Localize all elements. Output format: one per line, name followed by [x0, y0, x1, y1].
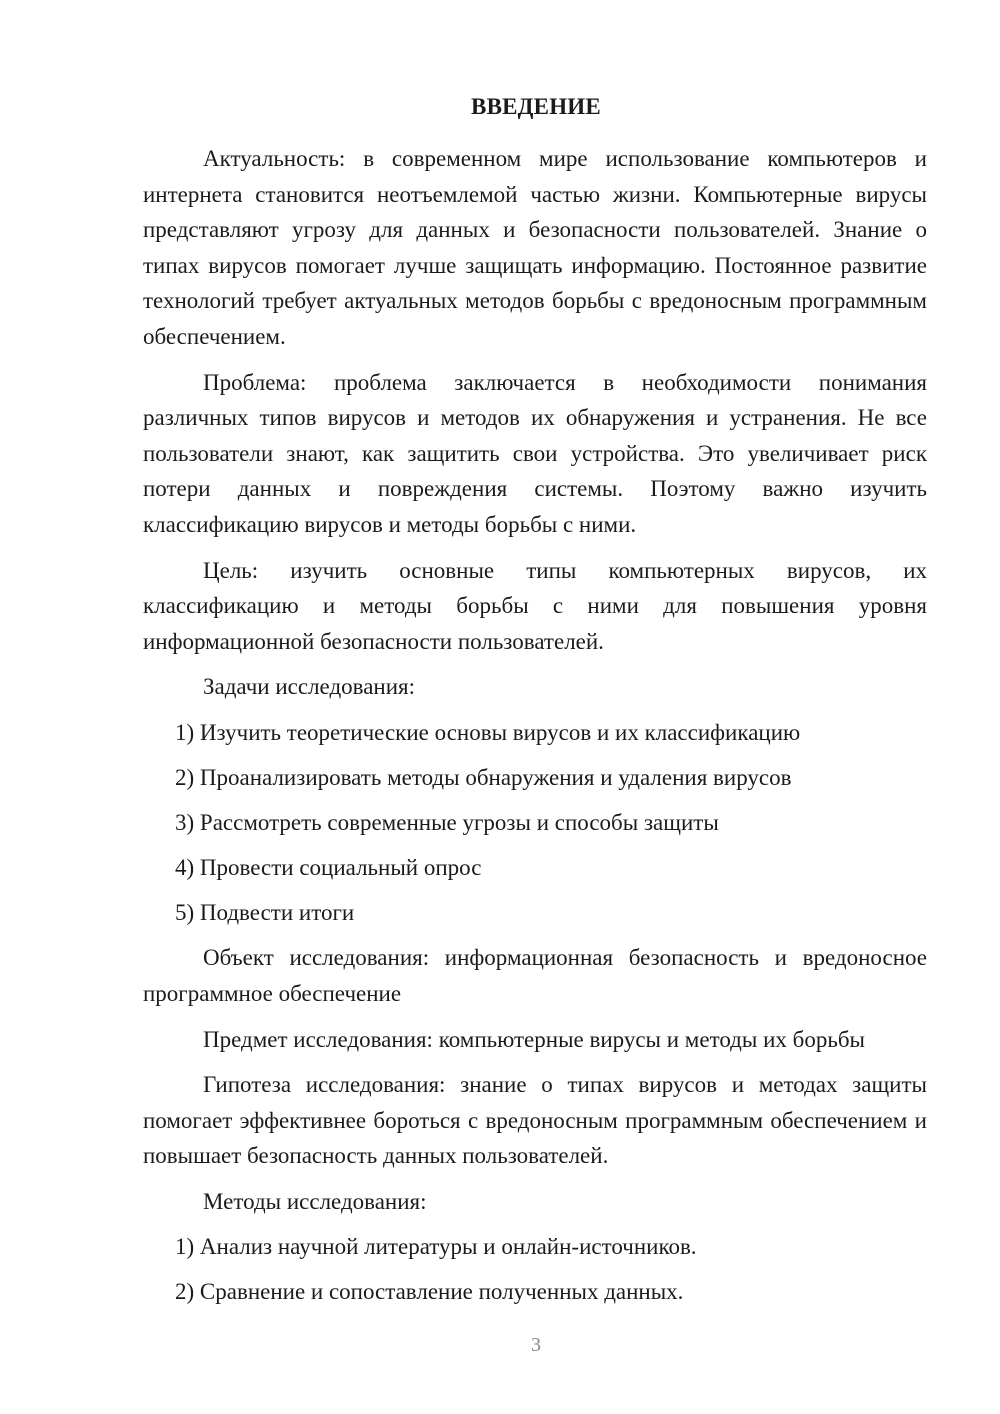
task-item: 5) Подвести итоги [175, 900, 355, 926]
hypothesis-paragraph: Гипотеза исследования: знание о типах вирусов и методах защиты помогает эффективнее бороться с вредоносным программным обеспечением и повышает безопасность данных пользователей. [143, 1072, 927, 1169]
methods-title: Методы исследования: [203, 1189, 427, 1214]
task-item: 2) Проанализировать методы обнаружения и удаления вирусов [175, 764, 792, 790]
problem-paragraph: Проблема: проблема заключается в необходимости понимания различных типов вирусов и методов их обнаружения и устранения. Не все пользователи знают, как защитить свои устройства. Это увеличивает риск потери данных и повреждения системы. Поэтому важно изучить классификацию вирусов и методы борьбы с ними. [143, 369, 927, 537]
task-item: 1) Изучить теоретические основы вирусов и их классификацию [175, 719, 801, 745]
tasks-title: Задачи исследования: [203, 674, 416, 700]
section-heading: ВВЕДЕНИЕ [471, 94, 601, 119]
task-item: 3) Рассмотреть современные угрозы и способы защиты [175, 809, 719, 835]
subject-paragraph: Предмет исследования: компьютерные вирусы и методы их борьбы [203, 1026, 865, 1052]
method-item: 1) Анализ научной литературы и онлайн-источников. [175, 1234, 697, 1260]
object-paragraph: Объект исследования: информационная безопасность и вредоносное программное обеспечение [143, 945, 927, 1007]
task-item: 4) Провести социальный опрос [175, 855, 482, 881]
body-text [143, 141, 927, 1310]
goal-paragraph: Цель: изучить основные типы компьютерных вирусов, их классификацию и методы борьбы с ними для повышения уровня информационной безопасности пользователей. [143, 557, 927, 654]
page-number: 3 [531, 1334, 541, 1356]
relevance-paragraph: Актуальность: в современном мире использование компьютеров и интернета становится неотъемлемой частью жизни. Компьютерные вирусы представляют угрозу для данных и безопасности пользователей. Знание о типах вирусов помогает лучше защищать информацию. Постоянное развитие технологий требует актуальных методов борьбы с вредоносным программным обеспечением. [143, 146, 927, 349]
method-item: 2) Сравнение и сопоставление полученных данных. [175, 1279, 684, 1305]
